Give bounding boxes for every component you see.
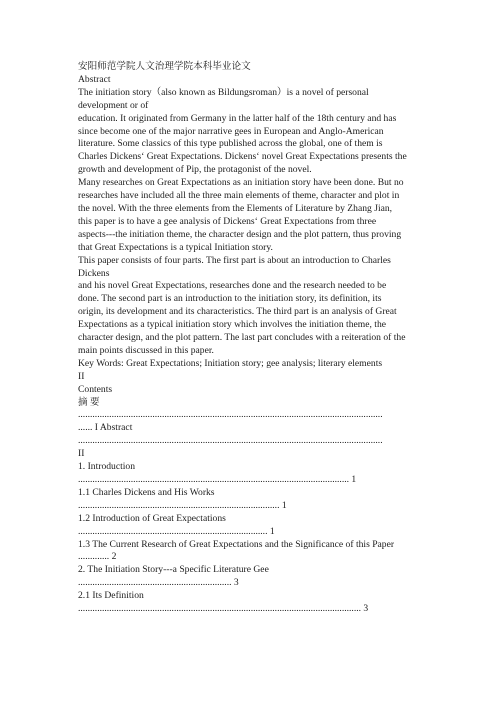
text-line: and his novel Great Expectations, researches done and the research needed to be <box>78 280 387 292</box>
toc-dot-leader: ............................................................................................................................... <box>78 435 383 447</box>
page-number: II <box>78 370 85 382</box>
toc-entry-current-research[interactable]: 1.3 The Current Research of Great Expectations and the Significance of this Paper <box>78 538 395 550</box>
text-line: This paper consists of four parts. The first part is about an introduction to Charles <box>78 254 391 266</box>
toc-page-number: II <box>78 448 85 460</box>
toc-entry-intro-great-expectations[interactable]: 1.2 Introduction of Great Expectations <box>78 512 226 524</box>
keywords-line: Key Words: Great Expectations; Initiation story; gee analysis; literary elements <box>78 357 383 369</box>
text-line: development or of <box>78 99 149 111</box>
text-line: The initiation story（also known as Bildungsroman）is a novel of personal <box>78 86 369 98</box>
text-line: Charles Dickens‘ Great Expectations. Dickens‘ novel Great Expectations presents the <box>78 151 407 163</box>
text-line: Many researches on Great Expectations as an initiation story have been done. But no <box>78 177 404 189</box>
text-line: education. It originated from Germany in the latter half of the 18th century and has <box>78 112 397 124</box>
toc-dot-leader: ................................................................ 3 <box>78 577 239 589</box>
toc-dot-leader: ................................................................................................................. 1 <box>78 474 357 485</box>
text-line: Dickens <box>78 267 110 279</box>
text-line: the novel. With the three elements from the Elements of Literature by Zhang Jian, <box>78 202 393 214</box>
toc-entry-abstract[interactable]: ...... I Abstract <box>78 422 133 434</box>
toc-entry-initiation-story[interactable]: 2. The Initiation Story---a Specific Literature Gee <box>78 564 269 576</box>
toc-dot-leader: .................................................................................... 1 <box>78 499 287 511</box>
abstract-body <box>78 87 423 410</box>
document-header: 安阳师范学院人文治理学院本科毕业论文 <box>78 61 251 72</box>
toc-dot-leader: ...................................................................................................................... 3 <box>78 603 369 615</box>
text-line: literature. Some classics of this type published across the global, one of them is <box>78 138 383 150</box>
text-line: that Great Expectations is a typical Initiation story. <box>78 241 273 253</box>
text-line: main points discussed in this paper. <box>78 344 214 356</box>
table-of-contents <box>78 409 423 616</box>
abstract-heading: Abstract <box>78 73 111 85</box>
toc-dot-leader: ............................................................................... 1 <box>78 525 275 537</box>
toc-dot-leader: ............. 2 <box>78 551 117 563</box>
text-line: growth and development of Pip, the protagonist of the novel. <box>78 164 312 176</box>
contents-heading: Contents <box>78 383 113 395</box>
toc-entry-dickens-works[interactable]: 1.1 Charles Dickens and His Works <box>78 486 215 498</box>
text-line: origin, its development and its characteristics. The third part is an analysis of Great <box>78 306 397 318</box>
toc-entry-introduction[interactable]: 1. Introduction <box>78 461 136 473</box>
text-line: Expectations as a typical initiation story which involves the initiation theme, the <box>78 319 386 331</box>
text-line: aspects---the initiation theme, the character design and the plot pattern, thus proving <box>78 228 402 240</box>
toc-dot-leader: ............................................................................................................................... <box>78 409 383 421</box>
toc-zhaiyao: 摘 要 <box>78 396 100 408</box>
text-line: this paper is to have a gee analysis of Dickens‘ Great Expectations from three <box>78 215 377 227</box>
text-line: researches have included all the three main elements of theme, character and plot in <box>78 190 400 202</box>
text-line: done. The second part is an introduction to the initiation story, its definition, its <box>78 293 382 305</box>
document-page <box>78 61 423 616</box>
text-line: character design, and the plot pattern. The last part concludes with a reiteration of the <box>78 332 406 344</box>
text-line: since become one of the major narrative gees in European and Anglo-American <box>78 125 384 137</box>
toc-entry-definition[interactable]: 2.1 Its Definition <box>78 590 144 602</box>
